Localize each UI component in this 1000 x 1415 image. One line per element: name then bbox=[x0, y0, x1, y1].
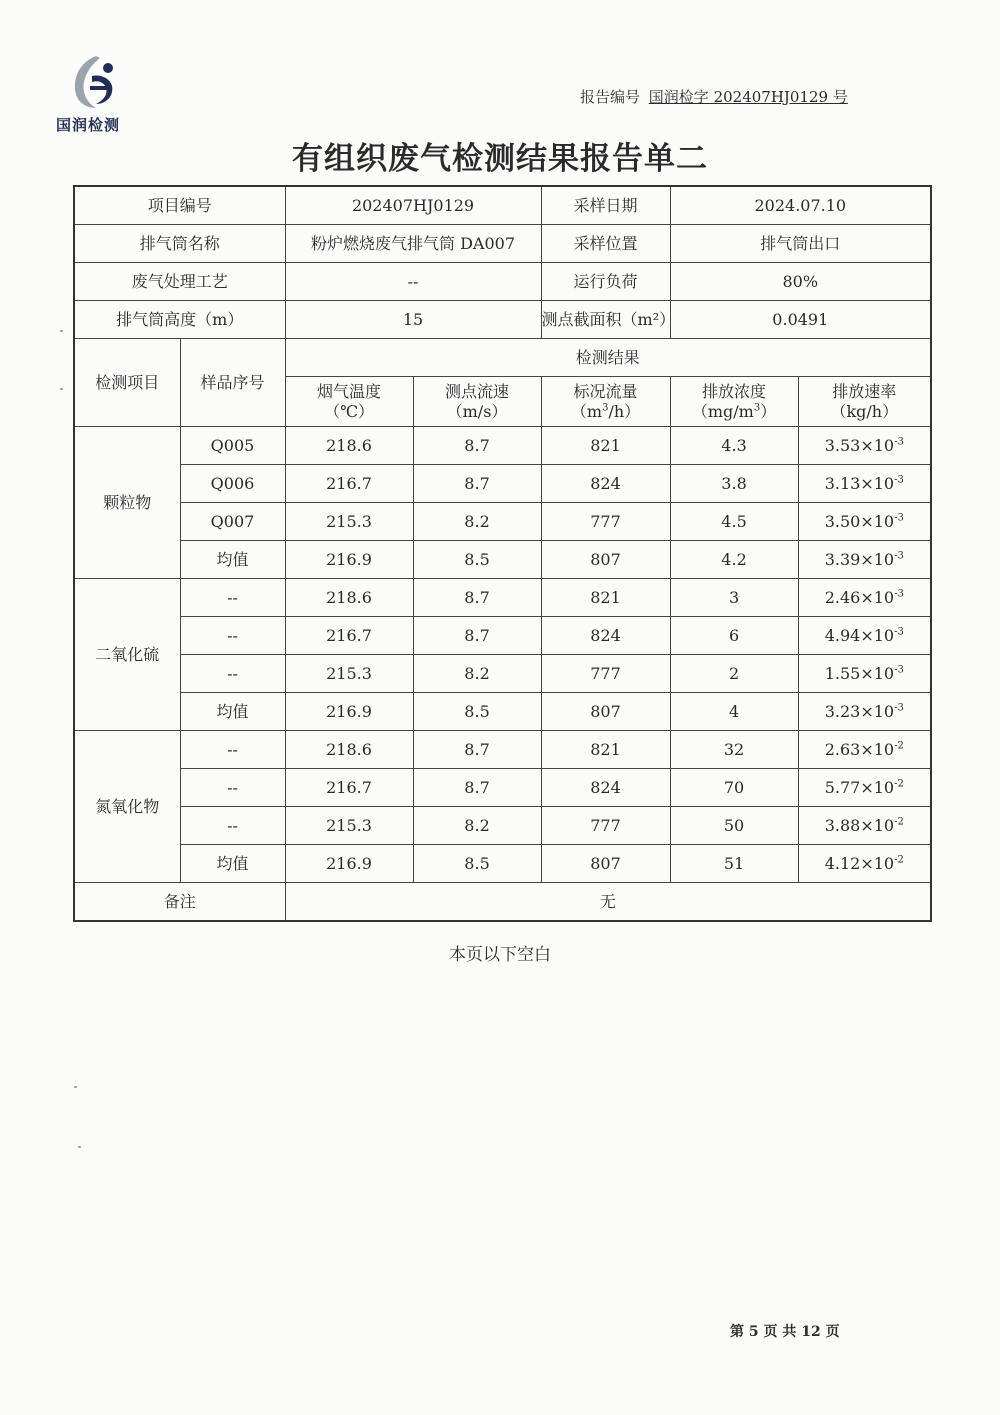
flow-cell: 824 bbox=[541, 465, 670, 503]
blank-below-note: 本页以下空白 bbox=[449, 945, 551, 965]
temp-cell: 215.3 bbox=[285, 655, 413, 693]
sample-cell: -- bbox=[180, 807, 285, 845]
remark-label: 备注 bbox=[74, 883, 285, 922]
group-item: 二氧化硫 bbox=[74, 579, 180, 731]
rate-cell: $5.77\times 10^{-2}$ bbox=[798, 769, 931, 807]
speed-cell: 8.7 bbox=[413, 769, 541, 807]
conc-cell: 6 bbox=[670, 617, 798, 655]
sample-cell: -- bbox=[180, 731, 285, 769]
rate-cell: $2.46\times 10^{-3}$ bbox=[798, 579, 931, 617]
conc-cell: 2 bbox=[670, 655, 798, 693]
scan-speck bbox=[60, 330, 63, 332]
speed-cell: 8.7 bbox=[413, 617, 541, 655]
sample-cell: -- bbox=[180, 769, 285, 807]
col-rate-header: 排放速率 （kg/h） bbox=[798, 377, 931, 427]
rate-cell: $3.53\times 10^{-3}$ bbox=[798, 427, 931, 465]
process-label: 废气处理工艺 bbox=[74, 263, 285, 301]
stack-height-value: 15 bbox=[285, 301, 541, 339]
logo-mark-icon bbox=[66, 52, 122, 112]
sample-cell: Q005 bbox=[180, 427, 285, 465]
conc-cell: 32 bbox=[670, 731, 798, 769]
speed-cell: 8.2 bbox=[413, 503, 541, 541]
speed-cell: 8.7 bbox=[413, 579, 541, 617]
sample-cell: 均值 bbox=[180, 541, 285, 579]
sample-date-value: 2024.07.10 bbox=[670, 186, 931, 225]
conc-cell: 4 bbox=[670, 693, 798, 731]
flow-cell: 821 bbox=[541, 427, 670, 465]
temp-cell: 216.7 bbox=[285, 769, 413, 807]
page-title: 有组织废气检测结果报告单二 bbox=[292, 141, 708, 177]
rate-cell: $4.94\times 10^{-3}$ bbox=[798, 617, 931, 655]
flow-cell: 821 bbox=[541, 579, 670, 617]
group-item: 氮氧化物 bbox=[74, 731, 180, 883]
rate-cell: $3.39\times 10^{-3}$ bbox=[798, 541, 931, 579]
speed-cell: 8.7 bbox=[413, 731, 541, 769]
section-area-value: 0.0491 bbox=[670, 301, 931, 339]
remark-value: 无 bbox=[285, 883, 931, 922]
stack-name-label: 排气筒名称 bbox=[74, 225, 285, 263]
load-value: 80% bbox=[670, 263, 931, 301]
flow-cell: 777 bbox=[541, 807, 670, 845]
sample-position-value: 排气筒出口 bbox=[670, 225, 931, 263]
item-header: 检测项目 bbox=[74, 339, 180, 427]
project-no-value: 202407HJ0129 bbox=[285, 186, 541, 225]
speed-cell: 8.5 bbox=[413, 541, 541, 579]
speed-cell: 8.7 bbox=[413, 465, 541, 503]
conc-cell: 3 bbox=[670, 579, 798, 617]
process-value: -- bbox=[285, 263, 541, 301]
col-temp-header: 烟气温度 （℃） bbox=[285, 377, 413, 427]
stack-height-label: 排气筒高度（m） bbox=[74, 301, 285, 339]
conc-cell: 3.8 bbox=[670, 465, 798, 503]
scan-speck bbox=[74, 1086, 77, 1088]
company-logo bbox=[52, 52, 142, 136]
sample-cell: Q006 bbox=[180, 465, 285, 503]
flow-cell: 807 bbox=[541, 541, 670, 579]
temp-cell: 215.3 bbox=[285, 807, 413, 845]
rate-cell: $4.12\times 10^{-2}$ bbox=[798, 845, 931, 883]
sample-position-label: 采样位置 bbox=[541, 225, 670, 263]
temp-cell: 216.9 bbox=[285, 693, 413, 731]
conc-cell: 50 bbox=[670, 807, 798, 845]
rate-cell: $1.55\times 10^{-3}$ bbox=[798, 655, 931, 693]
conc-cell: 51 bbox=[670, 845, 798, 883]
temp-cell: 216.7 bbox=[285, 465, 413, 503]
sample-cell: -- bbox=[180, 579, 285, 617]
sample-cell: 均值 bbox=[180, 845, 285, 883]
logo-text: 国润检测 bbox=[56, 116, 121, 134]
group-item: 颗粒物 bbox=[74, 427, 180, 579]
col-conc-header: 排放浓度 $(mg/m^3)$ bbox=[670, 377, 798, 427]
result-table bbox=[73, 185, 932, 922]
conc-cell: 70 bbox=[670, 769, 798, 807]
rate-cell: $3.23\times 10^{-3}$ bbox=[798, 693, 931, 731]
scan-speck bbox=[78, 1146, 81, 1148]
temp-cell: 218.6 bbox=[285, 427, 413, 465]
sample-cell: -- bbox=[180, 655, 285, 693]
temp-cell: 218.6 bbox=[285, 731, 413, 769]
rate-cell: $3.88\times 10^{-2}$ bbox=[798, 807, 931, 845]
flow-cell: 824 bbox=[541, 617, 670, 655]
flow-cell: 821 bbox=[541, 731, 670, 769]
sample-cell: Q007 bbox=[180, 503, 285, 541]
report-number-label: 报告编号 bbox=[580, 88, 641, 106]
sample-header: 样品序号 bbox=[180, 339, 285, 427]
result-header: 检测结果 bbox=[285, 339, 931, 377]
speed-cell: 8.7 bbox=[413, 427, 541, 465]
flow-cell: 807 bbox=[541, 845, 670, 883]
flow-cell: 824 bbox=[541, 769, 670, 807]
stack-name-value: 粉炉燃烧废气排气筒 DA007 bbox=[285, 225, 541, 263]
conc-cell: 4.3 bbox=[670, 427, 798, 465]
flow-cell: 777 bbox=[541, 503, 670, 541]
sample-cell: 均值 bbox=[180, 693, 285, 731]
conc-cell: 4.5 bbox=[670, 503, 798, 541]
project-no-label: 项目编号 bbox=[74, 186, 285, 225]
col-speed-header: 测点流速 （m/s） bbox=[413, 377, 541, 427]
report-number-value: 国润检字 202407HJ0129 号 bbox=[648, 88, 848, 106]
sample-cell: -- bbox=[180, 617, 285, 655]
speed-cell: 8.5 bbox=[413, 845, 541, 883]
temp-cell: 216.9 bbox=[285, 845, 413, 883]
flow-cell: 777 bbox=[541, 655, 670, 693]
scan-speck bbox=[60, 388, 63, 390]
rate-cell: $3.50\times 10^{-3}$ bbox=[798, 503, 931, 541]
section-area-label: 测点截面积（m²） bbox=[541, 301, 670, 339]
speed-cell: 8.2 bbox=[413, 655, 541, 693]
conc-cell: 4.2 bbox=[670, 541, 798, 579]
rate-cell: $3.13\times 10^{-3}$ bbox=[798, 465, 931, 503]
col-flow-header: 标况流量 $(m^3/h)$ bbox=[541, 377, 670, 427]
sample-date-label: 采样日期 bbox=[541, 186, 670, 225]
temp-cell: 218.6 bbox=[285, 579, 413, 617]
report-number bbox=[580, 86, 848, 107]
flow-cell: 807 bbox=[541, 693, 670, 731]
load-label: 运行负荷 bbox=[541, 263, 670, 301]
rate-cell: $2.63\times 10^{-2}$ bbox=[798, 731, 931, 769]
page-number: 第 5 页 共 12 页 bbox=[730, 1324, 840, 1340]
speed-cell: 8.5 bbox=[413, 693, 541, 731]
temp-cell: 216.7 bbox=[285, 617, 413, 655]
speed-cell: 8.2 bbox=[413, 807, 541, 845]
temp-cell: 216.9 bbox=[285, 541, 413, 579]
temp-cell: 215.3 bbox=[285, 503, 413, 541]
